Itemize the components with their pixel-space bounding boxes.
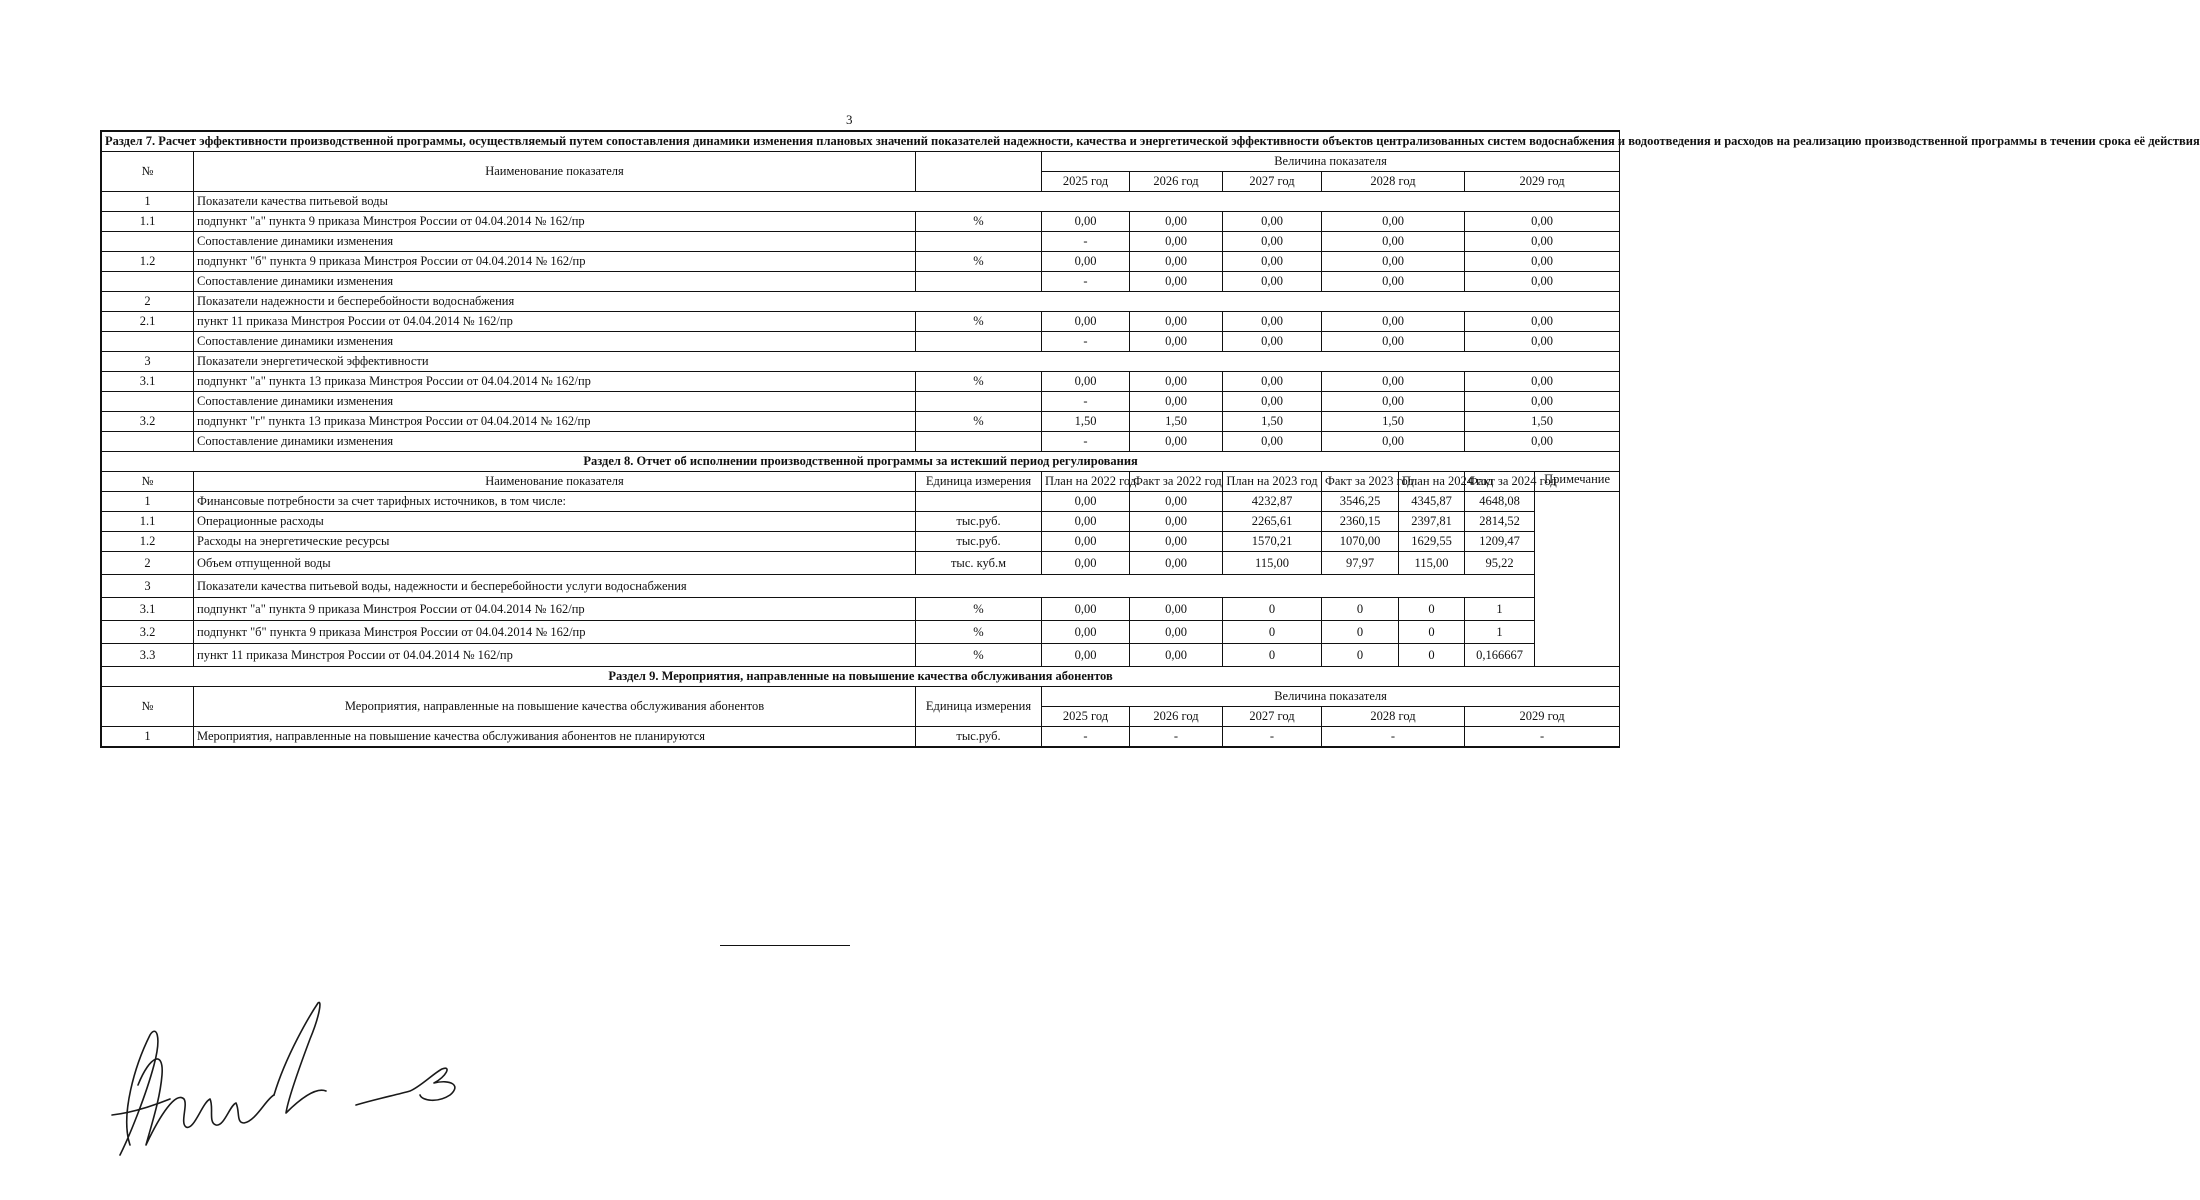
row-number xyxy=(102,392,194,412)
s9-header-year: 2027 год xyxy=(1223,707,1322,727)
row-unit: % xyxy=(916,312,1042,332)
row-number: 3.2 xyxy=(102,412,194,432)
value-cell: - xyxy=(1042,272,1130,292)
s8-header-plan-2024: План на 2024 год xyxy=(1399,472,1465,492)
value-cell: 0,00 xyxy=(1322,312,1465,332)
value-cell: 0,00 xyxy=(1322,392,1465,412)
row-unit: тыс.руб. xyxy=(916,532,1042,552)
value-cell: 1,50 xyxy=(1465,412,1620,432)
row-label: Сопоставление динамики изменения xyxy=(194,392,916,412)
row-number: 1.2 xyxy=(102,252,194,272)
row-number xyxy=(102,272,194,292)
table-row xyxy=(102,644,1620,667)
value-cell: 0,00 xyxy=(1042,492,1130,512)
value-cell: 1629,55 xyxy=(1399,532,1465,552)
row-unit: тыс.руб. xyxy=(916,727,1042,747)
row-unit: % xyxy=(916,252,1042,272)
value-cell: 1,50 xyxy=(1130,412,1223,432)
value-cell: 0,00 xyxy=(1465,252,1620,272)
value-cell: 0 xyxy=(1223,644,1322,667)
value-cell: - xyxy=(1130,727,1223,747)
s9-header-value-group: Величина показателя xyxy=(1042,687,1620,707)
s7-header-name: Наименование показателя xyxy=(194,152,916,192)
value-cell: 97,97 xyxy=(1322,552,1399,575)
value-cell: 0,00 xyxy=(1465,392,1620,412)
table-row xyxy=(102,575,1620,598)
value-cell: 0,00 xyxy=(1465,332,1620,352)
row-number: 1.1 xyxy=(102,212,194,232)
s7-header-num: № xyxy=(102,152,194,192)
value-cell: 0,00 xyxy=(1223,332,1322,352)
value-cell: 0,00 xyxy=(1042,598,1130,621)
section8-title: Раздел 8. Отчет об исполнении производственной программы за истекший период регулирования xyxy=(102,452,1620,472)
s7-header-year: 2026 год xyxy=(1130,172,1223,192)
s7-header-year: 2028 год xyxy=(1322,172,1465,192)
handwritten-signature xyxy=(90,995,490,1175)
row-label: Сопоставление динамики изменения xyxy=(194,332,916,352)
row-unit xyxy=(916,432,1042,452)
value-cell: 0 xyxy=(1399,621,1465,644)
row-number: 1 xyxy=(102,727,194,747)
table-row xyxy=(102,512,1620,532)
row-unit: % xyxy=(916,372,1042,392)
value-cell: 0 xyxy=(1322,598,1399,621)
row-number: 3.1 xyxy=(102,598,194,621)
value-cell: 0,00 xyxy=(1130,644,1223,667)
value-cell: 0,00 xyxy=(1465,212,1620,232)
value-cell: 0,00 xyxy=(1223,272,1322,292)
row-label: Расходы на энергетические ресурсы xyxy=(194,532,916,552)
table-row xyxy=(102,598,1620,621)
row-unit: тыс. куб.м xyxy=(916,552,1042,575)
value-cell: 0,00 xyxy=(1130,372,1223,392)
value-cell: - xyxy=(1042,332,1130,352)
value-cell: 0,00 xyxy=(1042,212,1130,232)
table-row xyxy=(102,232,1620,252)
s8-header-unit: Единица измерения xyxy=(916,472,1042,492)
row-unit: % xyxy=(916,598,1042,621)
value-cell: - xyxy=(1322,727,1465,747)
value-cell: 0,00 xyxy=(1223,432,1322,452)
value-cell: 2397,81 xyxy=(1399,512,1465,532)
row-number xyxy=(102,332,194,352)
separator-line xyxy=(720,945,850,946)
row-number: 1 xyxy=(102,192,194,212)
value-cell: - xyxy=(1223,727,1322,747)
value-cell: 0,00 xyxy=(1130,232,1223,252)
row-unit xyxy=(916,492,1042,512)
row-number: 3.2 xyxy=(102,621,194,644)
value-cell: 0,00 xyxy=(1130,532,1223,552)
table-row xyxy=(102,312,1620,332)
value-cell: 0,00 xyxy=(1130,432,1223,452)
row-unit xyxy=(916,232,1042,252)
s9-header-year: 2025 год xyxy=(1042,707,1130,727)
row-label: Операционные расходы xyxy=(194,512,916,532)
row-label: Финансовые потребности за счет тарифных источников, в том числе: xyxy=(194,492,916,512)
s8-header-fact-2023: Факт за 2023 год xyxy=(1322,472,1399,492)
row-unit xyxy=(916,392,1042,412)
s7-header-unit xyxy=(916,152,1042,192)
value-cell: 0 xyxy=(1322,644,1399,667)
s8-header-num: № xyxy=(102,472,194,492)
row-label: Мероприятия, направленные на повышение качества обслуживания абонентов не планируются xyxy=(194,727,916,747)
table-row xyxy=(102,432,1620,452)
row-label: Сопоставление динамики изменения xyxy=(194,232,916,252)
table-row xyxy=(102,392,1620,412)
value-cell: 1,50 xyxy=(1042,412,1130,432)
value-cell: 0,00 xyxy=(1130,552,1223,575)
value-cell: 0 xyxy=(1223,598,1322,621)
value-cell: 0,00 xyxy=(1223,212,1322,232)
row-number: 3.1 xyxy=(102,372,194,392)
section9-title: Раздел 9. Мероприятия, направленные на повышение качества обслуживания абонентов xyxy=(102,667,1620,687)
row-number: 1.1 xyxy=(102,512,194,532)
value-cell: 0,00 xyxy=(1130,272,1223,292)
row-number: 1.2 xyxy=(102,532,194,552)
value-cell: 0,00 xyxy=(1130,252,1223,272)
value-cell: - xyxy=(1042,727,1130,747)
value-cell: 0,00 xyxy=(1130,312,1223,332)
row-number xyxy=(102,432,194,452)
s8-header-fact-2022: Факт за 2022 год xyxy=(1130,472,1223,492)
row-label: Показатели надежности и бесперебойности водоснабжения xyxy=(194,292,1620,312)
value-cell: 0,00 xyxy=(1130,492,1223,512)
row-unit: % xyxy=(916,644,1042,667)
value-cell: 2265,61 xyxy=(1223,512,1322,532)
value-cell: 0,00 xyxy=(1042,644,1130,667)
row-label: Сопоставление динамики изменения xyxy=(194,272,916,292)
value-cell: 1070,00 xyxy=(1322,532,1399,552)
table-row xyxy=(102,727,1620,747)
s8-header-fact-2024: Факт за 2024 год xyxy=(1465,472,1535,492)
value-cell: 0,00 xyxy=(1465,312,1620,332)
note-cell xyxy=(1535,492,1620,667)
s7-header-value-group: Величина показателя xyxy=(1042,152,1620,172)
row-unit: тыс.руб. xyxy=(916,512,1042,532)
value-cell: - xyxy=(1042,232,1130,252)
value-cell: 0,00 xyxy=(1465,272,1620,292)
value-cell: 0 xyxy=(1223,621,1322,644)
row-label: пункт 11 приказа Минстроя России от 04.04.2014 № 162/пр xyxy=(194,644,916,667)
value-cell: 0,00 xyxy=(1322,432,1465,452)
value-cell: 0,00 xyxy=(1322,332,1465,352)
row-number: 2 xyxy=(102,292,194,312)
value-cell: 115,00 xyxy=(1223,552,1322,575)
section7-title: Раздел 7. Расчет эффективности производственной программы, осуществляемый путем сопоставления динамики изменения плановых значений показателей надежности, качества и энергетической эффективности объектов централизованных систем водоснабжения и водоотведения и расходов на реализацию производственной программы в течении срока её действия xyxy=(102,132,1620,152)
row-label: подпункт "а" пункта 13 приказа Минстроя России от 04.04.2014 № 162/пр xyxy=(194,372,916,392)
value-cell: 1,50 xyxy=(1322,412,1465,432)
table-row xyxy=(102,272,1620,292)
row-number: 3 xyxy=(102,352,194,372)
s8-header-plan-2022: План на 2022 год xyxy=(1042,472,1130,492)
value-cell: 0,00 xyxy=(1223,312,1322,332)
value-cell: 1 xyxy=(1465,621,1535,644)
row-number: 3 xyxy=(102,575,194,598)
s9-header-num: № xyxy=(102,687,194,727)
value-cell: 1570,21 xyxy=(1223,532,1322,552)
row-label: Показатели качества питьевой воды xyxy=(194,192,1620,212)
value-cell: 3546,25 xyxy=(1322,492,1399,512)
row-label: подпункт "б" пункта 9 приказа Минстроя России от 04.04.2014 № 162/пр xyxy=(194,252,916,272)
document-frame xyxy=(100,130,2200,748)
value-cell: 0,00 xyxy=(1322,272,1465,292)
value-cell: 0 xyxy=(1399,598,1465,621)
table-row xyxy=(102,412,1620,432)
value-cell: 0,00 xyxy=(1130,512,1223,532)
value-cell: 1,50 xyxy=(1223,412,1322,432)
value-cell: 0 xyxy=(1322,621,1399,644)
row-label: Показатели качества питьевой воды, надежности и бесперебойности услуги водоснабжения xyxy=(194,575,1535,598)
value-cell: 0,00 xyxy=(1042,372,1130,392)
value-cell: 0,00 xyxy=(1042,252,1130,272)
row-number: 3.3 xyxy=(102,644,194,667)
value-cell: 115,00 xyxy=(1399,552,1465,575)
value-cell: 0,00 xyxy=(1322,372,1465,392)
value-cell: 4648,08 xyxy=(1465,492,1535,512)
value-cell: 0,00 xyxy=(1322,252,1465,272)
row-label: подпункт "а" пункта 9 приказа Минстроя России от 04.04.2014 № 162/пр xyxy=(194,212,916,232)
value-cell: - xyxy=(1042,392,1130,412)
table-row xyxy=(102,352,1620,372)
table-row xyxy=(102,621,1620,644)
table-row xyxy=(102,192,1620,212)
value-cell: 0,00 xyxy=(1465,232,1620,252)
row-number: 1 xyxy=(102,492,194,512)
row-label: Объем отпущенной воды xyxy=(194,552,916,575)
table-row xyxy=(102,212,1620,232)
value-cell: 0 xyxy=(1399,644,1465,667)
value-cell: 2814,52 xyxy=(1465,512,1535,532)
value-cell: 4232,87 xyxy=(1223,492,1322,512)
s9-header-year: 2026 год xyxy=(1130,707,1223,727)
row-label: Показатели энергетической эффективности xyxy=(194,352,1620,372)
s8-header-name: Наименование показателя xyxy=(194,472,916,492)
table-row xyxy=(102,252,1620,272)
row-label: подпункт "б" пункта 9 приказа Минстроя России от 04.04.2014 № 162/пр xyxy=(194,621,916,644)
value-cell: 1 xyxy=(1465,598,1535,621)
value-cell: 0,00 xyxy=(1465,432,1620,452)
s9-header-year: 2029 год xyxy=(1465,707,1620,727)
table-row xyxy=(102,552,1620,575)
s7-header-year: 2027 год xyxy=(1223,172,1322,192)
table-row xyxy=(102,332,1620,352)
value-cell: 0,00 xyxy=(1130,598,1223,621)
value-cell: 0,00 xyxy=(1223,252,1322,272)
table-row xyxy=(102,372,1620,392)
value-cell: 0,00 xyxy=(1322,232,1465,252)
value-cell: 95,22 xyxy=(1465,552,1535,575)
value-cell: 0,00 xyxy=(1130,621,1223,644)
s9-header-name: Мероприятия, направленные на повышение качества обслуживания абонентов xyxy=(194,687,916,727)
row-unit: % xyxy=(916,412,1042,432)
value-cell: - xyxy=(1042,432,1130,452)
value-cell: 0,00 xyxy=(1042,312,1130,332)
s7-header-year: 2029 год xyxy=(1465,172,1620,192)
row-label: Сопоставление динамики изменения xyxy=(194,432,916,452)
value-cell: 0,00 xyxy=(1223,392,1322,412)
value-cell: 0,00 xyxy=(1223,232,1322,252)
value-cell: 0,00 xyxy=(1042,621,1130,644)
row-number: 2.1 xyxy=(102,312,194,332)
value-cell: 0,00 xyxy=(1042,532,1130,552)
row-unit xyxy=(916,272,1042,292)
table-row xyxy=(102,292,1620,312)
s8-header-plan-2023: План на 2023 год xyxy=(1223,472,1322,492)
value-cell: 1209,47 xyxy=(1465,532,1535,552)
s9-header-year: 2028 год xyxy=(1322,707,1465,727)
s7-header-year: 2025 год xyxy=(1042,172,1130,192)
value-cell: 0,00 xyxy=(1042,552,1130,575)
row-label: пункт 11 приказа Минстроя России от 04.04.2014 № 162/пр xyxy=(194,312,916,332)
row-label: подпункт "г" пункта 13 приказа Минстроя России от 04.04.2014 № 162/пр xyxy=(194,412,916,432)
s9-header-unit: Единица измерения xyxy=(916,687,1042,727)
value-cell: 0,00 xyxy=(1130,212,1223,232)
value-cell: 2360,15 xyxy=(1322,512,1399,532)
row-unit xyxy=(916,332,1042,352)
value-cell: 0,00 xyxy=(1042,512,1130,532)
value-cell: - xyxy=(1465,727,1620,747)
value-cell: 0,00 xyxy=(1130,392,1223,412)
value-cell: 0,00 xyxy=(1223,372,1322,392)
value-cell: 0,166667 xyxy=(1465,644,1535,667)
value-cell: 4345,87 xyxy=(1399,492,1465,512)
page-number: 3 xyxy=(846,112,853,127)
s8-header-note: Примечание xyxy=(1535,472,1620,492)
table-row xyxy=(102,492,1620,512)
table-row xyxy=(102,532,1620,552)
row-unit: % xyxy=(916,621,1042,644)
row-unit: % xyxy=(916,212,1042,232)
row-number xyxy=(102,232,194,252)
report-table xyxy=(101,131,2200,747)
row-number: 2 xyxy=(102,552,194,575)
value-cell: 0,00 xyxy=(1130,332,1223,352)
value-cell: 0,00 xyxy=(1322,212,1465,232)
row-label: подпункт "а" пункта 9 приказа Минстроя России от 04.04.2014 № 162/пр xyxy=(194,598,916,621)
value-cell: 0,00 xyxy=(1465,372,1620,392)
